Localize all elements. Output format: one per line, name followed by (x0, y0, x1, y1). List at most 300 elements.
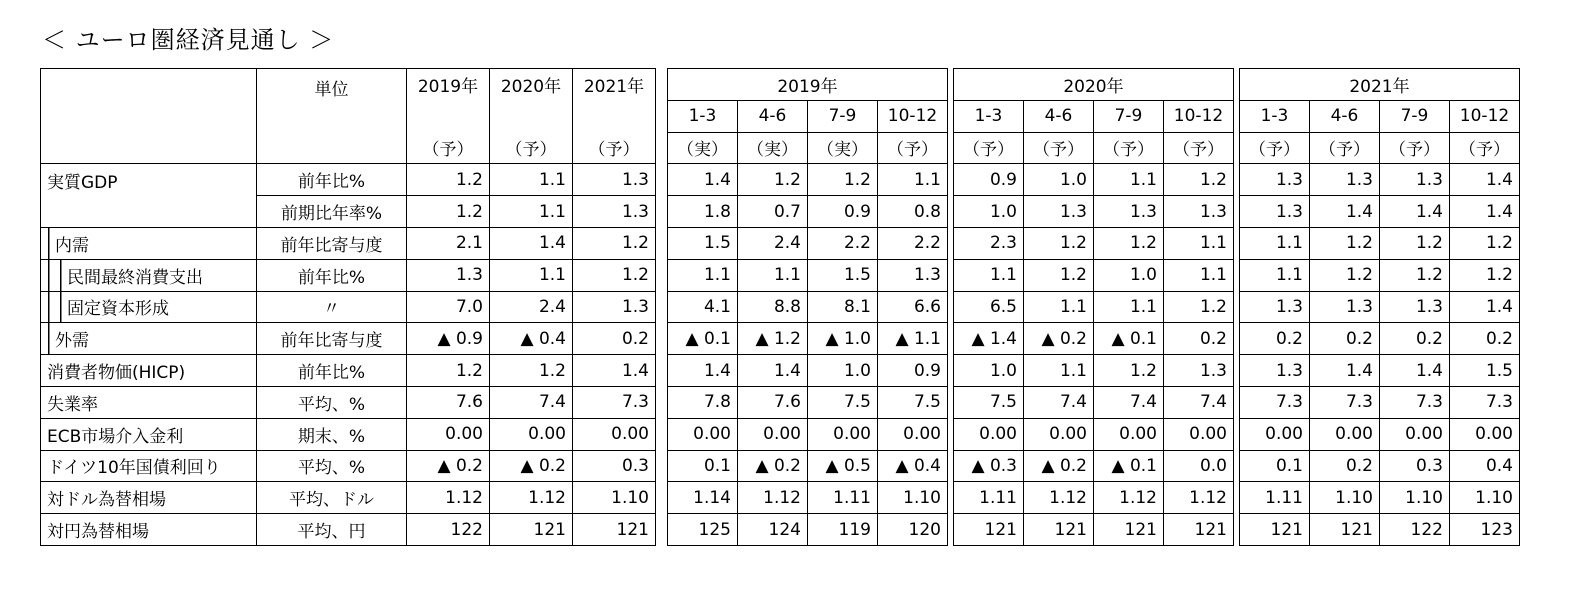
cell-quarter: 1.2 (1310, 227, 1380, 259)
cell-quarter: 1.2 (1164, 291, 1234, 323)
cell-annual: 7.4 (490, 386, 573, 418)
cell-quarter: ▲ 0.1 (1094, 323, 1164, 355)
table-row (1240, 227, 1520, 259)
header-quarter-flag: （予） (1240, 132, 1310, 164)
cell-quarter: 7.4 (1094, 386, 1164, 418)
header-quarter: 1-3 (954, 100, 1024, 132)
table-row (668, 164, 948, 196)
header-annual-year: 2020年 (490, 69, 573, 101)
cell-quarter: 121 (1024, 514, 1094, 546)
cell-quarter: 0.0 (1164, 450, 1234, 482)
cell-quarter: 0.00 (668, 418, 738, 450)
row-label: 対ドル為替相場 (41, 482, 257, 514)
cell-quarter: 1.4 (668, 164, 738, 196)
cell-quarter: 2.4 (738, 227, 808, 259)
table-row (668, 450, 948, 482)
header-quarter: 4-6 (738, 100, 808, 132)
header-quarter: 10-12 (1450, 100, 1520, 132)
cell-quarter: 7.4 (1024, 386, 1094, 418)
cell-quarter: 4.1 (668, 291, 738, 323)
cell-annual: 0.00 (573, 418, 656, 450)
header-unit-label: 単位 (257, 69, 407, 101)
header-quarter-year: 2020年 (954, 69, 1234, 101)
table-row (954, 386, 1234, 418)
quarterly-table-2020 (953, 68, 1234, 546)
header-row-spacer (41, 100, 656, 132)
cell-quarter: 2.2 (808, 227, 878, 259)
table-row (954, 418, 1234, 450)
table-row (41, 164, 656, 196)
header-quarter: 4-6 (1024, 100, 1094, 132)
header-quarter: 4-6 (1310, 100, 1380, 132)
table-row (668, 386, 948, 418)
cell-quarter: 1.1 (1240, 259, 1310, 291)
cell-quarter: ▲ 0.2 (738, 450, 808, 482)
cell-quarter: 0.00 (1310, 418, 1380, 450)
cell-quarter: 1.1 (1094, 291, 1164, 323)
cell-quarter: 121 (1094, 514, 1164, 546)
quarterly-table-2021 (1239, 68, 1520, 546)
cell-annual: ▲ 0.4 (490, 323, 573, 355)
row-label: 内需 (41, 227, 257, 259)
table-row (954, 323, 1234, 355)
cell-quarter: 1.3 (1310, 291, 1380, 323)
cell-quarter: 1.12 (1164, 482, 1234, 514)
cell-quarter: 1.2 (1094, 355, 1164, 387)
cell-quarter: 1.3 (1094, 196, 1164, 228)
table-row (41, 196, 656, 228)
cell-quarter: 0.8 (878, 196, 948, 228)
header-annual-year: 2021年 (573, 69, 656, 101)
header-annual-flag: （予） (490, 132, 573, 164)
cell-annual: 7.0 (407, 291, 490, 323)
cell-annual: 1.4 (490, 227, 573, 259)
cell-quarter: 0.2 (1164, 323, 1234, 355)
header-blank-unit (257, 132, 407, 164)
header-quarter-year: 2019年 (668, 69, 948, 101)
cell-quarter: 1.0 (808, 355, 878, 387)
cell-quarter: ▲ 1.2 (738, 323, 808, 355)
cell-annual: 1.3 (573, 196, 656, 228)
table-row (41, 386, 656, 418)
row-label: ECB市場介入金利 (41, 418, 257, 450)
cell-quarter: 1.1 (1024, 291, 1094, 323)
cell-quarter: 1.4 (1310, 355, 1380, 387)
cell-quarter: 0.3 (1380, 450, 1450, 482)
header-annual-flag: （予） (573, 132, 656, 164)
cell-quarter: 1.4 (1380, 196, 1450, 228)
cell-quarter: 1.3 (1310, 164, 1380, 196)
header-annual-year: 2019年 (407, 69, 490, 101)
row-unit: 〃 (257, 291, 407, 323)
row-label: 外需 (41, 323, 257, 355)
cell-quarter: 1.1 (1164, 227, 1234, 259)
cell-quarter: 7.3 (1450, 386, 1520, 418)
cell-annual: 0.2 (573, 323, 656, 355)
cell-quarter: 1.2 (738, 164, 808, 196)
cell-annual: ▲ 0.9 (407, 323, 490, 355)
row-unit: 平均、% (257, 450, 407, 482)
row-label (41, 196, 257, 228)
table-row (1240, 386, 1520, 418)
cell-annual: 1.2 (573, 227, 656, 259)
table-row (1240, 323, 1520, 355)
header-blank-annual (407, 100, 490, 132)
cell-quarter: 1.4 (1310, 196, 1380, 228)
table-row (41, 450, 656, 482)
header-quarter: 7-9 (1094, 100, 1164, 132)
cell-quarter: 0.00 (1024, 418, 1094, 450)
cell-quarter: 1.4 (1450, 164, 1520, 196)
table-row (954, 450, 1234, 482)
table-row (668, 482, 948, 514)
cell-quarter: 1.1 (1240, 227, 1310, 259)
table-row (954, 227, 1234, 259)
cell-annual: 1.1 (490, 196, 573, 228)
cell-quarter: 1.10 (1310, 482, 1380, 514)
cell-quarter: 0.2 (1380, 323, 1450, 355)
table-row (668, 323, 948, 355)
cell-quarter: 1.2 (1094, 227, 1164, 259)
cell-annual: 7.3 (573, 386, 656, 418)
cell-quarter: 1.10 (1450, 482, 1520, 514)
header-quarter-flag: （予） (1024, 132, 1094, 164)
cell-annual: 2.1 (407, 227, 490, 259)
cell-quarter: ▲ 0.5 (808, 450, 878, 482)
cell-quarter: ▲ 0.2 (1024, 450, 1094, 482)
cell-quarter: 0.00 (954, 418, 1024, 450)
header-quarter: 7-9 (1380, 100, 1450, 132)
row-unit: 前年比寄与度 (257, 227, 407, 259)
cell-quarter: 1.1 (1094, 164, 1164, 196)
cell-annual: 1.2 (407, 164, 490, 196)
cell-annual: 1.3 (573, 291, 656, 323)
header-quarter-flag: （予） (1310, 132, 1380, 164)
cell-quarter: 0.00 (1094, 418, 1164, 450)
header-row-flags (41, 132, 656, 164)
cell-quarter: 1.3 (1164, 196, 1234, 228)
cell-quarter: 1.0 (954, 355, 1024, 387)
cell-quarter: 7.3 (1310, 386, 1380, 418)
cell-quarter: 0.00 (1240, 418, 1310, 450)
cell-quarter: 8.1 (808, 291, 878, 323)
cell-quarter: 1.5 (668, 227, 738, 259)
table-row (1240, 450, 1520, 482)
cell-quarter: 1.2 (1164, 164, 1234, 196)
cell-quarter: 7.8 (668, 386, 738, 418)
table-row (41, 418, 656, 450)
cell-quarter: 1.4 (1450, 291, 1520, 323)
cell-quarter: 7.3 (1240, 386, 1310, 418)
cell-annual: 1.12 (407, 482, 490, 514)
cell-quarter: 1.0 (1094, 259, 1164, 291)
cell-quarter: 1.4 (1380, 355, 1450, 387)
table-row (668, 418, 948, 450)
table-row (41, 227, 656, 259)
cell-quarter: 6.6 (878, 291, 948, 323)
table-row (41, 323, 656, 355)
cell-quarter: 0.00 (738, 418, 808, 450)
header-row-year (668, 69, 948, 101)
header-quarter: 10-12 (878, 100, 948, 132)
quarterly-table-2019 (667, 68, 948, 546)
cell-quarter: 8.8 (738, 291, 808, 323)
row-unit: 前年比寄与度 (257, 323, 407, 355)
row-unit: 前年比% (257, 164, 407, 196)
row-unit: 前年比% (257, 355, 407, 387)
header-quarter: 7-9 (808, 100, 878, 132)
table-row (1240, 482, 1520, 514)
header-quarter-flag: （予） (1094, 132, 1164, 164)
cell-quarter: ▲ 0.3 (954, 450, 1024, 482)
cell-quarter: 0.2 (1310, 323, 1380, 355)
cell-quarter: 1.2 (1024, 227, 1094, 259)
cell-quarter: ▲ 0.1 (1094, 450, 1164, 482)
cell-quarter: 0.00 (1450, 418, 1520, 450)
table-row (668, 259, 948, 291)
cell-quarter: 7.5 (808, 386, 878, 418)
header-quarter-flag: （予） (1164, 132, 1234, 164)
cell-quarter: 0.4 (1450, 450, 1520, 482)
cell-quarter: 124 (738, 514, 808, 546)
cell-quarter: 0.00 (1164, 418, 1234, 450)
cell-quarter: 6.5 (954, 291, 1024, 323)
cell-quarter: 0.7 (738, 196, 808, 228)
header-row-flags (668, 132, 948, 164)
cell-quarter: 1.3 (1240, 164, 1310, 196)
row-label: 消費者物価(HICP) (41, 355, 257, 387)
cell-quarter: ▲ 1.0 (808, 323, 878, 355)
table-row (954, 164, 1234, 196)
cell-quarter: 120 (878, 514, 948, 546)
cell-quarter: 1.1 (878, 164, 948, 196)
cell-quarter: 0.1 (1240, 450, 1310, 482)
header-quarter-flag: （予） (1380, 132, 1450, 164)
table-row (41, 514, 656, 546)
header-quarter: 1-3 (668, 100, 738, 132)
cell-quarter: 2.2 (878, 227, 948, 259)
cell-quarter: 0.9 (954, 164, 1024, 196)
header-annual-flag: （予） (407, 132, 490, 164)
cell-quarter: 1.14 (668, 482, 738, 514)
table-row (41, 355, 656, 387)
cell-quarter: 1.3 (1380, 291, 1450, 323)
table-row (954, 514, 1234, 546)
table-row (1240, 291, 1520, 323)
cell-quarter: 1.1 (954, 259, 1024, 291)
cell-annual: 1.2 (573, 259, 656, 291)
table-row (954, 482, 1234, 514)
header-quarter-flag: （予） (954, 132, 1024, 164)
header-row-year (954, 69, 1234, 101)
cell-quarter: 1.2 (1024, 259, 1094, 291)
cell-quarter: ▲ 1.1 (878, 323, 948, 355)
cell-quarter: 123 (1450, 514, 1520, 546)
cell-quarter: 1.11 (954, 482, 1024, 514)
cell-annual: 1.10 (573, 482, 656, 514)
header-blank-label (41, 69, 257, 101)
table-row (668, 514, 948, 546)
cell-annual: 121 (490, 514, 573, 546)
header-blank-label (41, 132, 257, 164)
cell-quarter: 0.9 (878, 355, 948, 387)
cell-annual: 1.12 (490, 482, 573, 514)
cell-quarter: 1.0 (954, 196, 1024, 228)
cell-quarter: ▲ 1.4 (954, 323, 1024, 355)
cell-quarter: 1.10 (1380, 482, 1450, 514)
table-row (668, 291, 948, 323)
row-unit: 平均、% (257, 386, 407, 418)
cell-quarter: 1.12 (738, 482, 808, 514)
cell-quarter: 0.9 (808, 196, 878, 228)
header-quarter: 10-12 (1164, 100, 1234, 132)
cell-quarter: 121 (1310, 514, 1380, 546)
cell-annual: 1.3 (573, 164, 656, 196)
header-row-flags (954, 132, 1234, 164)
cell-annual: 7.6 (407, 386, 490, 418)
cell-quarter: 1.0 (1024, 164, 1094, 196)
table-row (954, 355, 1234, 387)
cell-quarter: ▲ 0.4 (878, 450, 948, 482)
cell-annual: 1.1 (490, 164, 573, 196)
cell-quarter: 1.5 (1450, 355, 1520, 387)
cell-annual: ▲ 0.2 (407, 450, 490, 482)
cell-quarter: 1.1 (738, 259, 808, 291)
cell-quarter: 1.2 (1380, 259, 1450, 291)
header-row-flags (1240, 132, 1520, 164)
cell-quarter: 1.3 (878, 259, 948, 291)
header-blank-unit (257, 100, 407, 132)
cell-quarter: 1.12 (1094, 482, 1164, 514)
header-quarter-flag: （実） (738, 132, 808, 164)
cell-quarter: 1.2 (1450, 259, 1520, 291)
cell-quarter: 1.3 (1380, 164, 1450, 196)
cell-quarter: 119 (808, 514, 878, 546)
cell-quarter: 0.2 (1450, 323, 1520, 355)
header-blank-annual (573, 100, 656, 132)
cell-quarter: 7.6 (738, 386, 808, 418)
table-row (1240, 164, 1520, 196)
cell-quarter: 121 (1240, 514, 1310, 546)
cell-quarter: 1.3 (1024, 196, 1094, 228)
cell-quarter: 1.3 (1164, 355, 1234, 387)
cell-annual: 0.00 (407, 418, 490, 450)
header-row-quarters (668, 100, 948, 132)
cell-annual: ▲ 0.2 (490, 450, 573, 482)
table-row (41, 291, 656, 323)
cell-annual: 122 (407, 514, 490, 546)
cell-quarter: 0.00 (808, 418, 878, 450)
table-row (668, 196, 948, 228)
cell-quarter: 1.3 (1240, 196, 1310, 228)
cell-annual: 1.4 (573, 355, 656, 387)
cell-quarter: 1.5 (808, 259, 878, 291)
table-row (41, 259, 656, 291)
row-label: 失業率 (41, 386, 257, 418)
header-row-quarters (1240, 100, 1520, 132)
cell-quarter: ▲ 0.2 (1024, 323, 1094, 355)
cell-quarter: 7.5 (954, 386, 1024, 418)
row-label: 実質GDP (41, 164, 257, 196)
table-row (1240, 355, 1520, 387)
row-label: 固定資本形成 (41, 291, 257, 323)
row-label: 対円為替相場 (41, 514, 257, 546)
table-row (954, 196, 1234, 228)
cell-quarter: 1.11 (1240, 482, 1310, 514)
cell-annual: 1.2 (407, 355, 490, 387)
cell-quarter: 122 (1380, 514, 1450, 546)
cell-annual: 1.3 (407, 259, 490, 291)
cell-quarter: 0.2 (1240, 323, 1310, 355)
cell-annual: 121 (573, 514, 656, 546)
row-unit: 平均、ドル (257, 482, 407, 514)
cell-quarter: 1.4 (668, 355, 738, 387)
cell-quarter: 7.5 (878, 386, 948, 418)
cell-annual: 0.00 (490, 418, 573, 450)
header-quarter-flag: （実） (808, 132, 878, 164)
cell-quarter: 1.4 (1450, 196, 1520, 228)
cell-annual: 1.1 (490, 259, 573, 291)
cell-quarter: 0.2 (1310, 450, 1380, 482)
cell-quarter: 1.1 (1164, 259, 1234, 291)
cell-quarter: 7.3 (1380, 386, 1450, 418)
table-row (954, 291, 1234, 323)
cell-quarter: 121 (1164, 514, 1234, 546)
annual-table (40, 68, 656, 546)
row-label: 民間最終消費支出 (41, 259, 257, 291)
cell-quarter: 1.1 (1024, 355, 1094, 387)
cell-quarter: 1.12 (1024, 482, 1094, 514)
cell-quarter: 1.2 (808, 164, 878, 196)
cell-annual: 0.3 (573, 450, 656, 482)
header-blank-annual (490, 100, 573, 132)
table-row (41, 482, 656, 514)
table-row (954, 259, 1234, 291)
cell-quarter: 0.00 (878, 418, 948, 450)
cell-annual: 1.2 (407, 196, 490, 228)
row-unit: 前年比% (257, 259, 407, 291)
cell-quarter: 1.2 (1310, 259, 1380, 291)
cell-quarter: ▲ 0.1 (668, 323, 738, 355)
row-unit: 期末、% (257, 418, 407, 450)
header-quarter: 1-3 (1240, 100, 1310, 132)
row-unit: 前期比年率% (257, 196, 407, 228)
header-blank-label (41, 100, 257, 132)
header-quarter-flag: （予） (1450, 132, 1520, 164)
cell-quarter: 121 (954, 514, 1024, 546)
cell-annual: 1.2 (490, 355, 573, 387)
header-quarter-year: 2021年 (1240, 69, 1520, 101)
table-row (1240, 196, 1520, 228)
table-row (1240, 259, 1520, 291)
cell-quarter: 1.10 (878, 482, 948, 514)
header-quarter-flag: （実） (668, 132, 738, 164)
cell-quarter: 0.1 (668, 450, 738, 482)
cell-quarter: 1.4 (738, 355, 808, 387)
cell-annual: 2.4 (490, 291, 573, 323)
header-row-quarters (954, 100, 1234, 132)
page-title: ＜ ユーロ圏経済見通し ＞ (42, 26, 335, 54)
table-row (1240, 514, 1520, 546)
cell-quarter: 1.1 (668, 259, 738, 291)
cell-quarter: 1.2 (1450, 227, 1520, 259)
header-row-years (41, 69, 656, 101)
row-label: ドイツ10年国債利回り (41, 450, 257, 482)
header-quarter-flag: （予） (878, 132, 948, 164)
cell-quarter: 0.00 (1380, 418, 1450, 450)
table-row (668, 227, 948, 259)
table-row (668, 355, 948, 387)
